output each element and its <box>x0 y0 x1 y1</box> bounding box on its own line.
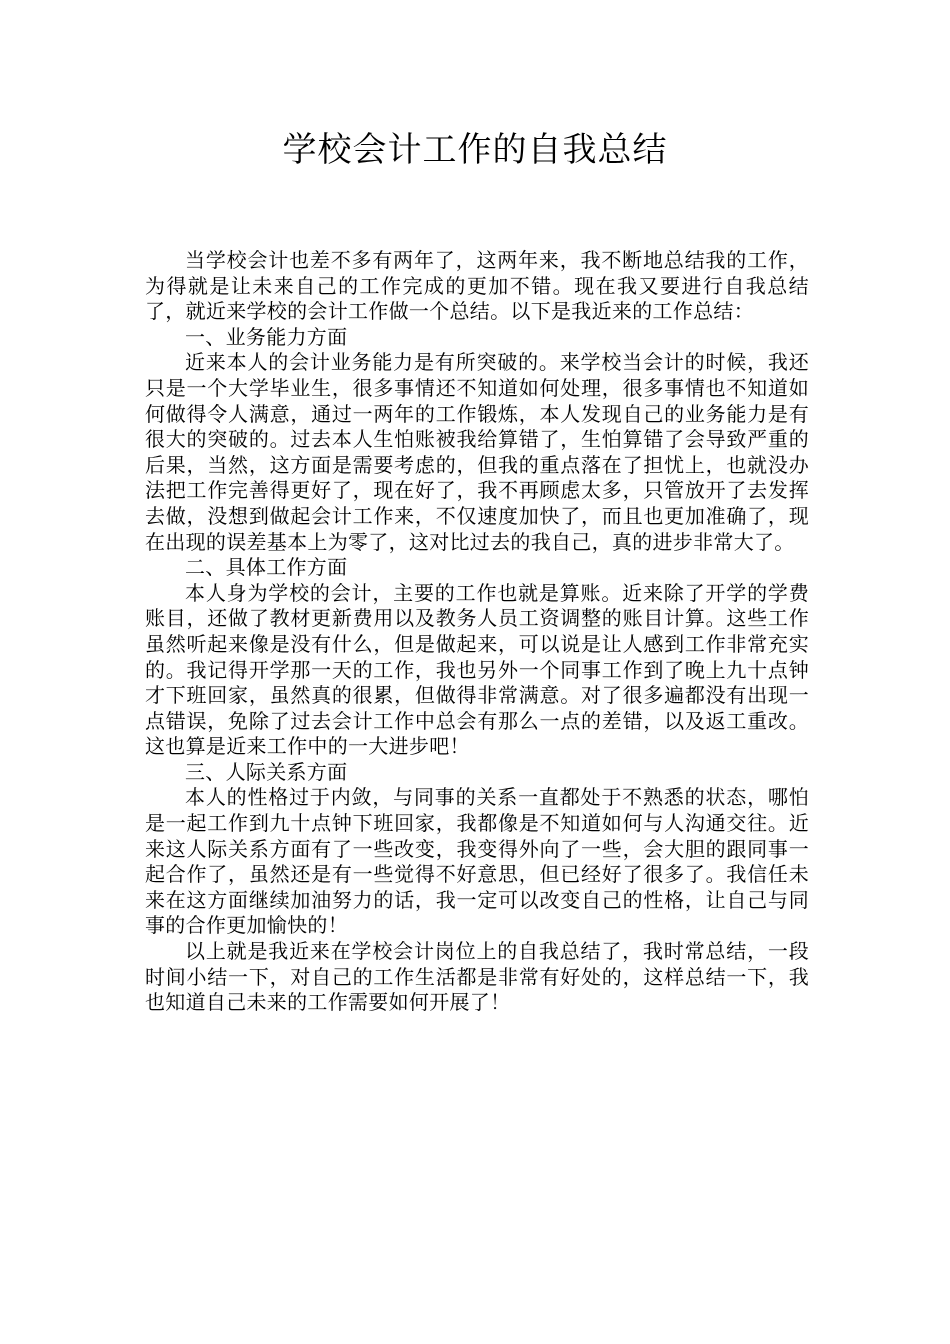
section-heading-business-ability: 一、业务能力方面 <box>185 324 348 349</box>
intro-paragraph: 当学校会计也差不多有两年了，这两年来，我不断地总结我的工作，为得就是让未来自己的工作完成的更加不错。现在我又要进行自我总结了，就近来学校的会计工作做一个总结。以下是我近来的工作总结： <box>145 248 809 324</box>
closing-paragraph: 以上就是我近来在学校会计岗位上的自我总结了，我时常总结，一段时间小结一下，对自己的工作生活都是非常有好处的，这样总结一下，我也知道自己未来的工作需要如何开展了！ <box>145 939 809 1015</box>
section-heading-interpersonal: 三、人际关系方面 <box>185 759 348 784</box>
document-title: 学校会计工作的自我总结 <box>282 130 668 170</box>
section-paragraph-specific-work: 本人身为学校的会计，主要的工作也就是算账。近来除了开学的学费账目，还做了教材更新费用以及教务人员工资调整的账目计算。这些工作虽然听起来像是没有什么，但是做起来，可以说是让人感到工作非常充实的。我记得开学那一天的工作，我也另外一个同事工作到了晚上九十点钟才下班回家，虽然真的很累，但做得非常满意。对了很多遍都没有出现一点错误，免除了过去会计工作中总会有那么一点的差错，以及返工重改。这也算是近来工作中的一大进步吧！ <box>145 580 809 759</box>
section-paragraph-interpersonal: 本人的性格过于内敛，与同事的关系一直都处于不熟悉的状态，哪怕是一起工作到九十点钟下班回家，我都像是不知道如何与人沟通交往。近来这人际关系方面有了一些改变，我变得外向了一些，会大胆的跟同事一起合作了，虽然还是有一些觉得不好意思，但已经好了很多了。我信任未来在这方面继续加油努力的话，我一定可以改变自己的性格，让自己与同事的合作更加愉快的！ <box>145 785 809 938</box>
section-heading-specific-work: 二、具体工作方面 <box>185 555 348 580</box>
section-paragraph-business-ability: 近来本人的会计业务能力是有所突破的。来学校当会计的时候，我还只是一个大学毕业生，很多事情还不知道如何处理，很多事情也不知道如何做得令人满意，通过一两年的工作锻炼，本人发现自己的业务能力是有很大的突破的。过去本人生怕账被我给算错了，生怕算错了会导致严重的后果，当然，这方面是需要考虑的，但我的重点落在了担忧上，也就没办法把工作完善得更好了，现在好了，我不再顾虑太多，只管放开了去发挥去做，没想到做起会计工作来，不仅速度加快了，而且也更加准确了，现在出现的误差基本上为零了，这对比过去的我自己，真的进步非常大了。 <box>145 350 809 554</box>
document-body <box>145 248 809 1016</box>
